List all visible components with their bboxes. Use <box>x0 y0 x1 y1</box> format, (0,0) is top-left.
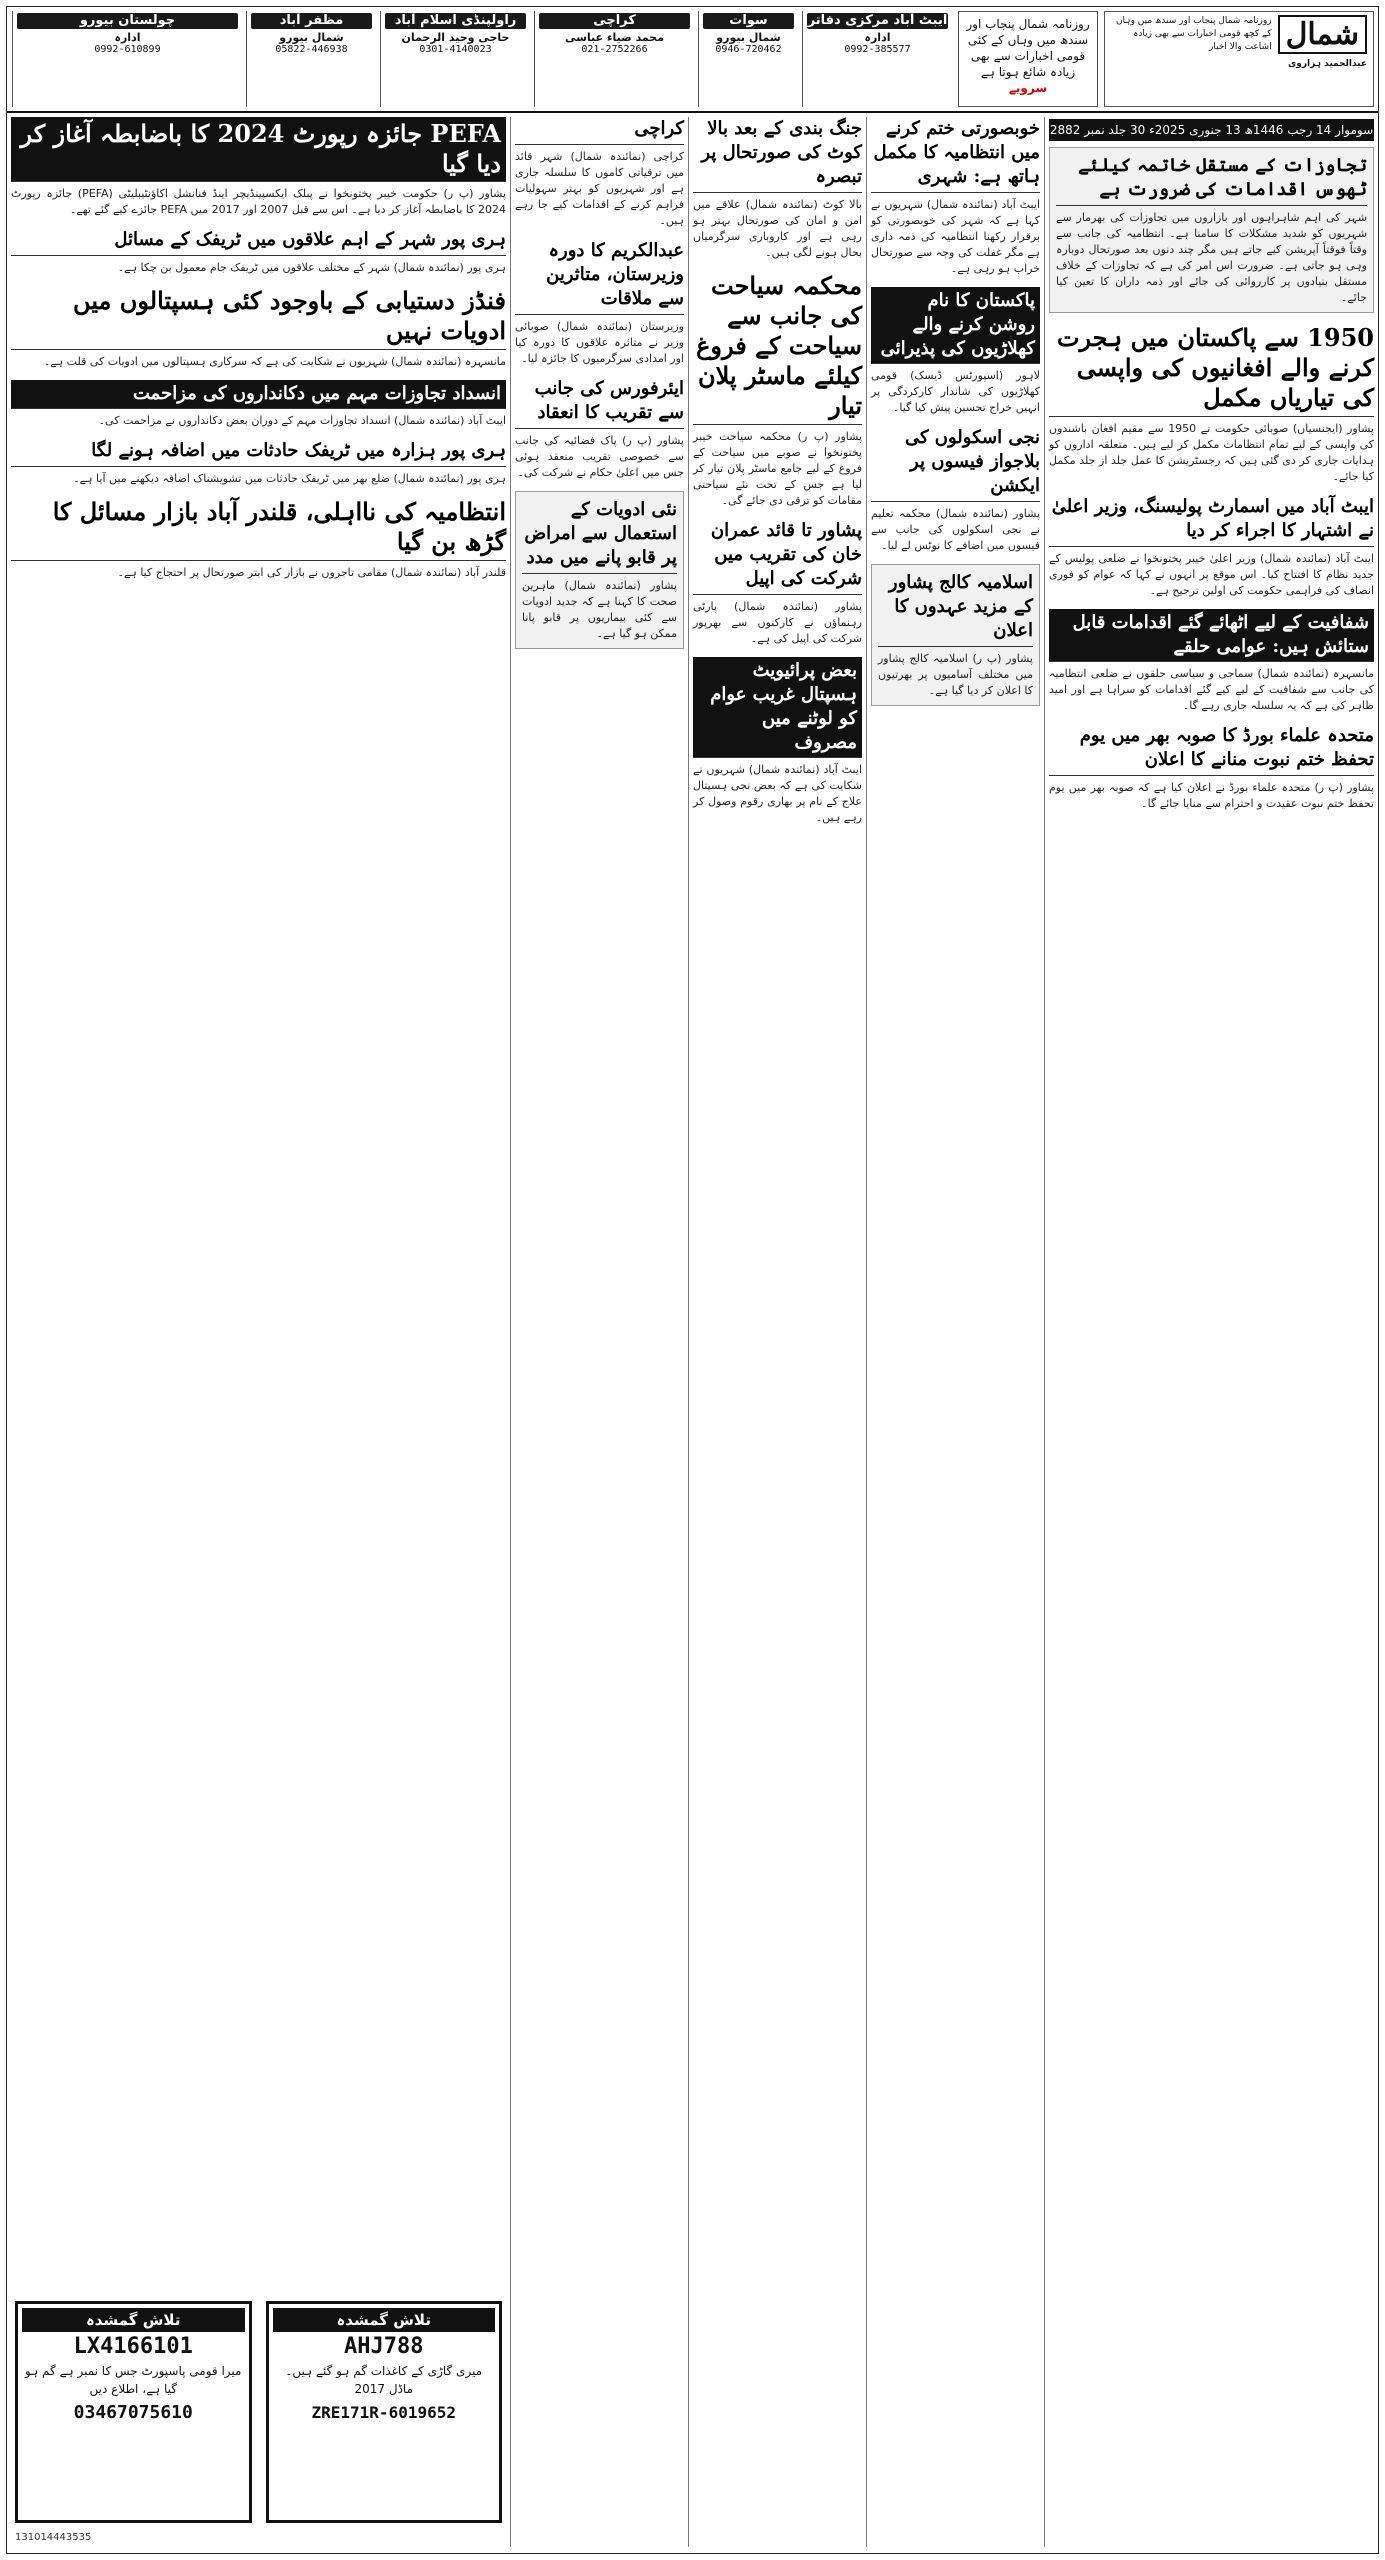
lost-ad-text: میری گاڑی کے کاغذات گم ہو گئے ہیں۔ ماڈل 2017 <box>285 2364 483 2396</box>
story-body: کراچی (نمائندہ شمال) شہر قائد میں ترقیاتی کاموں کا سلسلہ جاری ہے اور شہریوں کو بہتر سہولیات فراہم کرنے کے اقدامات کیے جا رہے ہیں۔ <box>515 150 684 227</box>
story-body: بالا کوٹ (نمائندہ شمال) علاقے میں امن و امان کی صورتحال بہتر ہو رہی ہے اور کاروباری سرگرمیاں بحال ہونے لگی ہیں۔ <box>693 198 862 259</box>
bureau-person: شمال بیورو <box>716 31 781 44</box>
story <box>515 491 684 649</box>
story-body: پشاور (نمائندہ شمال) محکمہ تعلیم نے نجی اسکولوں کی جانب سے فیسوں میں اضافے کا نوٹس لے لیا۔ <box>871 507 1040 552</box>
story <box>11 439 506 487</box>
story-body: ایبٹ آباد (نمائندہ شمال) انسداد تجاوزات مہم کے دوران بعض دکانداروں نے مزاحمت کی۔ <box>98 414 506 427</box>
lost-ad-text: میرا قومی پاسپورٹ جس کا نمبر ہے گم ہو گیا ہے، اطلاع دیں <box>25 2364 242 2396</box>
headline: ہری پور شہر کے اہم علاقوں میں ٹریفک کے مسائل <box>11 228 506 256</box>
story <box>693 657 862 826</box>
bureau-phone: 05822-446938 <box>275 44 348 55</box>
story <box>11 228 506 276</box>
headline: PEFA جائزہ رپورٹ 2024 کا باضابطہ آغاز کر دیا گیا <box>11 117 506 182</box>
story <box>693 117 862 261</box>
story <box>1049 724 1374 812</box>
bureau-name: ایبٹ آباد مرکزی دفاتر <box>807 13 948 28</box>
editorial <box>1049 147 1374 313</box>
story <box>515 239 684 367</box>
story-body: مانسہرہ (نمائندہ شمال) سماجی و سیاسی حلقوں نے ضلعی انتظامیہ کی جانب سے شفافیت کے لیے کیے گئے اقدامات کو سراہا ہے اور امید ظاہر کی ہے کہ یہ سلسلہ جاری رہے گا۔ <box>1049 667 1374 712</box>
column-4 <box>510 117 688 2547</box>
story-body: پشاور (پ ر) اسلامیہ کالج پشاور میں مختلف آسامیوں پر بھرتیوں کا اعلان کر دیا گیا ہے۔ <box>878 652 1033 697</box>
headline: ایئرفورس کی جانب سے تقریب کا انعقاد <box>515 377 684 429</box>
lost-ad-number: LX4166101 <box>73 2334 193 2359</box>
lost-ad-number-2: ZRE171R-6019652 <box>311 2403 456 2422</box>
story-body: پشاور (پ ر) محکمہ سیاحت خیبر پختونخوا نے صوبے میں سیاحت کے فروغ کے لیے جامع ماسٹر پلان تیار کر لیا ہے جس کے تحت نئے سیاحتی مقامات کو ترقی دی جائے گی۔ <box>693 430 862 507</box>
headline: عبدالکریم کا دورہ وزیرستان، متاثرین سے ملاقات <box>515 239 684 315</box>
lost-ad-phone: 03467075610 <box>73 2402 193 2423</box>
story-body: قلندر آباد (نمائندہ شمال) مقامی تاجروں نے بازار کی ابتر صورتحال پر احتجاج کیا ہے۔ <box>117 566 506 579</box>
story <box>11 497 506 581</box>
bureau-name: چولستان بیورو <box>17 13 238 29</box>
bureau-person: حاجی وحید الرحمان <box>401 31 510 44</box>
headline: انتظامیہ کی نااہلی، قلندر آباد بازار مسائل کا گڑھ بن گیا <box>11 497 506 561</box>
classified-ads <box>11 2297 506 2527</box>
bureau-swat <box>698 11 798 107</box>
story-body: وزیرستان (نمائندہ شمال) صوبائی وزیر نے متاثرہ علاقوں کا دورہ کیا اور امدادی سرگرمیوں کا جائزہ لیا۔ <box>515 320 684 365</box>
story <box>871 287 1040 416</box>
story-body: شہر کی اہم شاہراہوں اور بازاروں میں تجاوزات کی بھرمار سے شہریوں کو شدید مشکلات کا سامنا ہے۔ انتظامیہ کی جانب سے وقتاً فوقتاً آپریشن کیے جاتے ہیں مگر چند دنوں بعد صورتحال دوبارہ وہی ہو جاتی ہے۔ ضرورت اس امر کی ہے کہ تجاوزات کے خلاف مستقل بنیادوں پر کارروائی کی جائے اور ذمہ داران کا تعین کیا جائے۔ <box>1056 211 1367 304</box>
column-1 <box>1044 117 1378 2547</box>
headline: انسداد تجاوزات مہم میں دکانداروں کی مزاحمت <box>11 380 506 409</box>
bureau-phone: 0301-4140023 <box>419 44 492 55</box>
headline: پشاور تا قائد عمران خان کی تقریب میں شرکت کی اپیل <box>693 519 862 595</box>
story-body: ایبٹ آباد (نمائندہ شمال) شہریوں نے کہا ہے کہ شہر کی خوبصورتی کو برقرار رکھنا انتظامیہ کی ذمہ داری ہے مگر غفلت کی وجہ سے صورتحال خراب ہو رہی ہے۔ <box>871 198 1040 275</box>
story-body: پشاور (پ ر) متحدہ علماء بورڈ نے اعلان کیا ہے کہ صوبہ بھر میں یوم تحفظ ختم نبوت عقیدت و احترام سے منایا جائے گا۔ <box>1049 781 1374 810</box>
tagline: روزنامہ شمال پنجاب اور سندھ میں وہاں کے کچھ قومی اخبارات سے بھی زیادہ اشاعت والا اخبار <box>1115 16 1272 52</box>
headline: تجاوزات کے مستقل خاتمہ کیلئے ٹھوس اقدامات کی ضرورت ہے <box>1056 154 1367 206</box>
story-body: پشاور (پ ر) پاک فضائیہ کی جانب سے خصوصی تقریب منعقد ہوئی جس میں اعلیٰ حکام نے شرکت کی۔ <box>515 434 684 479</box>
headline: بعض پرائیویٹ ہسپتال غریب عوام کو لوٹنے میں مصروف <box>693 657 862 758</box>
bureau-person: ادارہ <box>114 31 141 44</box>
masthead-ad-text: روزنامہ شمال پنجاب اور سندھ میں وہاں کے کئی قومی اخبارات سے بھی زیادہ شائع ہوتا ہے <box>966 17 1090 79</box>
story <box>515 117 684 229</box>
headline: خوبصورتی ختم کرنے میں انتظامیہ کا مکمل ہاتھ ہے: شہری <box>871 117 1040 193</box>
masthead-ad <box>958 11 1098 107</box>
headline: ہری پور ہزارہ میں ٹریفک حادثات میں اضافہ ہونے لگا <box>11 439 506 467</box>
bureau-abbottabad <box>802 11 952 107</box>
story <box>693 519 862 647</box>
headline: شفافیت کے لیے اٹھائے گئے اقدامات قابل ستائش ہیں: عوامی حلقے <box>1049 609 1374 662</box>
logo-box <box>1104 11 1374 107</box>
lost-ad <box>15 2301 252 2523</box>
masthead-ad-highlight: سرویے <box>1008 81 1048 95</box>
headline: کراچی <box>515 117 684 145</box>
newspaper-page <box>6 6 1379 2554</box>
headline: 1950 سے پاکستان میں ہجرت کرنے والے افغانیوں کی واپسی کی تیاریاں مکمل <box>1049 323 1374 417</box>
story <box>1049 495 1374 599</box>
bureau-phone: 0992-385577 <box>844 44 911 55</box>
story-body: مانسہرہ (نمائندہ شمال) شہریوں نے شکایت کی ہے کہ سرکاری ہسپتالوں میں ادویات کی قلت ہے۔ <box>43 355 506 368</box>
bureau-person: محمد ضیاء عباسی <box>564 31 665 44</box>
story-body: پشاور (ایجنسیاں) صوبائی حکومت نے 1950 سے مقیم افغان باشندوں کی واپسی کے لیے تمام انتظامات مکمل کر لیے ہیں۔ متعلقہ اداروں کو ہدایات جاری کر دی گئی ہیں کہ رجسٹریشن کا عمل جلد از جلد مکمل کیا جائے۔ <box>1049 422 1374 483</box>
bureau-name: کراچی <box>539 13 690 29</box>
date-line: سوموار 14 رجب 1446ھ 13 جنوری 2025ء 30 جلد نمبر 2882 <box>1049 119 1374 141</box>
lost-ad-number: AHJ788 <box>344 2334 424 2359</box>
lost-ad-title: تلاش گمشدہ <box>22 2308 245 2332</box>
story <box>1049 609 1374 714</box>
column-3 <box>688 117 866 2547</box>
footer-number: 131014443535 <box>15 2532 92 2543</box>
story <box>871 117 1040 277</box>
headline: اسلامیہ کالج پشاور کے مزید عہدوں کا اعلان <box>878 571 1033 647</box>
bureau-phone: 021-2752266 <box>581 44 648 55</box>
bureau-name: سوات <box>703 13 794 29</box>
headline: پاکستان کا نام روشن کرنے والے کھلاڑیوں کی پذیرائی <box>871 287 1040 364</box>
headline: نئی ادویات کے استعمال سے امراض پر قابو پانے میں مدد <box>522 498 677 574</box>
headline: نجی اسکولوں کی بلاجواز فیسوں پر ایکشن <box>871 426 1040 502</box>
story-lead <box>11 117 506 218</box>
headline: متحدہ علماء بورڈ کا صوبہ بھر میں یوم تحفظ ختم نبوت منانے کا اعلان <box>1049 724 1374 776</box>
headline: جنگ بندی کے بعد بالا کوٹ کی صورتحال پر تبصرہ <box>693 117 862 193</box>
newspaper-logo: شمال <box>1278 15 1367 54</box>
column-5 <box>7 117 510 2547</box>
bureau-muzaffarabad <box>246 11 376 107</box>
bureau-cholistan <box>12 11 242 107</box>
story-body: لاہور (اسپورٹس ڈیسک) قومی کھلاڑیوں کی شاندار کارکردگی پر انہیں خراج تحسین پیش کیا گیا۔ <box>871 369 1040 414</box>
editor-name: عبدالحمید ہزاروی <box>1288 59 1367 69</box>
masthead <box>7 7 1378 113</box>
bureau-name: مظفر آباد <box>251 13 372 29</box>
story <box>11 286 506 370</box>
lost-ad <box>266 2301 503 2523</box>
bureau-phone: 0992-610899 <box>94 44 161 55</box>
story-body: ہری پور (نمائندہ شمال) شہر کے مختلف علاقوں میں ٹریفک جام معمول بن چکا ہے۔ <box>117 261 506 274</box>
headline: ایبٹ آباد میں اسمارٹ پولیسنگ، وزیر اعلیٰ نے اشتہار کا اجراء کر دیا <box>1049 495 1374 547</box>
story <box>693 271 862 509</box>
story-body: ایبٹ آباد (نمائندہ شمال) وزیر اعلیٰ خیبر پختونخوا نے ضلعی پولیس کے جدید نظام کا افتتاح کیا۔ اس موقع پر انہوں نے کہا کہ عوام کو فوری انصاف کی فراہمی حکومت کی اولین ترجیح ہے۔ <box>1049 552 1374 597</box>
bureau-rawalpindi <box>380 11 530 107</box>
bureau-name: راولپنڈی اسلام آباد <box>385 13 526 29</box>
lost-ad-title: تلاش گمشدہ <box>273 2308 496 2332</box>
story <box>515 377 684 481</box>
story <box>11 380 506 429</box>
story-body: پشاور (نمائندہ شمال) ماہرین صحت کا کہنا ہے کہ جدید ادویات سے کئی بیماریوں پر قابو پانا ممکن ہو گیا ہے۔ <box>522 579 677 640</box>
bureau-phone: 0946-720462 <box>715 44 782 55</box>
story-body: پشاور (پ ر) حکومت خیبر پختونخوا نے پبلک ایکسپینڈیچر اینڈ فنانشل اکاؤنٹیبلیٹی (PEFA) جائزہ رپورٹ 2024 کا باضابطہ آغاز کر دیا ہے۔ اس سے قبل 2007 اور 2017 میں PEFA جائزے کیے گئے تھے۔ <box>11 187 506 216</box>
story-body: پشاور (نمائندہ شمال) پارٹی رہنماؤں نے کارکنوں سے بھرپور شرکت کی اپیل کی ہے۔ <box>693 600 862 645</box>
story-body: ایبٹ آباد (نمائندہ شمال) شہریوں نے شکایت کی ہے کہ بعض نجی ہسپتال علاج کے نام پر بھاری رقوم وصول کر رہے ہیں۔ <box>693 763 862 824</box>
bureau-person: ادارہ <box>864 31 891 44</box>
story <box>871 564 1040 706</box>
story <box>871 426 1040 554</box>
column-2 <box>866 117 1044 2547</box>
bureau-person: شمال بیورو <box>279 31 344 44</box>
story-body: ہری پور (نمائندہ شمال) ضلع بھر میں ٹریفک حادثات میں تشویشناک اضافہ دیکھنے میں آیا ہے۔ <box>73 472 506 485</box>
headline: محکمہ سیاحت کی جانب سے سیاحت کے فروغ کیلئے ماسٹر پلان تیار <box>693 271 862 425</box>
story <box>1049 323 1374 485</box>
bureau-karachi <box>534 11 694 107</box>
headline: فنڈز دستیابی کے باوجود کئی ہسپتالوں میں ادویات نہیں <box>11 286 506 350</box>
